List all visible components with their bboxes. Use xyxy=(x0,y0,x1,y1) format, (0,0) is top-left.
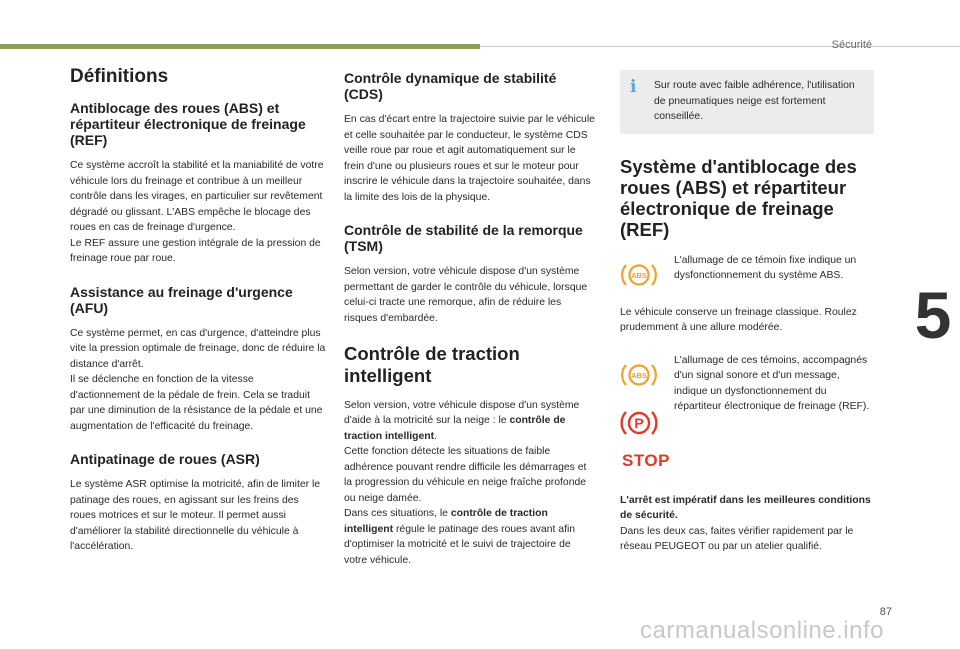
paragraph-cds: En cas d'écart entre la trajectoire suivie par le véhicule et celle souhaitée par le conducteur, le système CDS veille roue par roue et agit automatiquement sur le frein d'une ou plusieurs roues et sur le moteur pour inscrire le véhicule dans la trajectoire souhaitée, dans la limite des lois de la physique. xyxy=(344,114,595,203)
multi-warning-row xyxy=(620,353,874,441)
bold-traction-a: contrôle de traction intelligent xyxy=(344,415,566,442)
abs-warning-row xyxy=(620,253,874,291)
page-title: Définitions xyxy=(70,66,169,87)
heading-cds: Contrôle dynamique de stabilité (CDS) xyxy=(344,70,557,103)
column-abs-system xyxy=(620,62,874,572)
bold-traction-b: contrôle de traction intelligent xyxy=(344,508,548,535)
watermark: carmanualsonline.info xyxy=(640,617,884,644)
paragraph-tsm: Selon version, votre véhicule dispose d'un système permettant de garder le contrôle du véhicule, lorsque celui-ci tracte une remorque, afin de réduire les risques d'embardée. xyxy=(344,266,588,324)
info-text: Sur route avec faible adhérence, l'utilisation de pneumatiques neige est fortement conseillée. xyxy=(654,80,855,122)
stop-bold: L'arrêt est impératif dans les meilleures conditions de sécurité. xyxy=(620,494,871,522)
section-name: Sécurité xyxy=(831,39,872,51)
multi-icon-cell xyxy=(620,353,674,441)
text-abs: Ce système accroît la stabilité et la maniabilité de votre véhicule lors du freinage et contribue à un meilleur contrôle dans les virages, en particulier sur revêtement dégradé ou glissant. L'ABS empêche le blocage des roues en cas de freinage d'urgence. xyxy=(70,160,324,234)
abs-icon-cell xyxy=(620,253,674,291)
brake-icon-label: P xyxy=(634,414,644,431)
stop-icon: STOP xyxy=(622,450,670,470)
paragraph-asr: Le système ASR optimise la motricité, afin de limiter le patinage des roues, en agissant sur les freins des roues motrices et sur le moteur. Il permet aussi d'améliorer la stabilité directionnelle du véhicule à l'accélération. xyxy=(70,479,321,553)
column-stability xyxy=(344,62,596,585)
chapter-number: 5 xyxy=(906,270,960,360)
paragraph-afu xyxy=(70,326,326,435)
info-icon: i xyxy=(630,77,637,97)
abs-icon-label: ABS xyxy=(631,270,647,280)
heading-asr: Antipatinage de roues (ASR) xyxy=(70,451,260,468)
text-traction-c: Cette fonction détecte les situations de faible adhérence pouvant rendre difficile les démarrages et la progression du véhicule en neige fraîche profonde ou neige damée. xyxy=(344,446,587,504)
text-traction-a: Selon version, votre véhicule dispose d'un système d'aide à la motricité sur la neige : le xyxy=(344,399,580,427)
abs-warning-icon-2 xyxy=(620,359,658,391)
header-accent-bar xyxy=(0,44,480,49)
heading-abs-system: Système d'antiblocage des roues (ABS) et répartiteur électronique de freinage (REF) xyxy=(620,155,857,241)
brake-warning-icon xyxy=(620,405,658,441)
abs-warning-icon xyxy=(620,259,658,291)
text-ref: Le REF assure une gestion intégrale de la pression de freinage roue par roue. xyxy=(70,237,321,265)
text-afu-1: Ce système permet, en cas d'urgence, d'atteindre plus vite la pression optimale de freinage, donc de réduire la distance d'arrêt. xyxy=(70,327,326,370)
heading-afu: Assistance au freinage d'urgence (AFU) xyxy=(70,283,293,316)
text-traction-d: Dans ces situations, le xyxy=(344,508,451,520)
text-traction-e: régule le patinage des roues avant afin d'optimiser la motricité et le suivi de trajectoire de votre véhicule. xyxy=(344,523,576,566)
abs-warning-text: L'allumage de ce témoin fixe indique un dysfonctionnement du système ABS. xyxy=(674,254,857,282)
header-rule xyxy=(480,46,960,47)
text-afu-2: Il se déclenche en fonction de la vitesse d'actionnement de la pédale de frein. Cela se traduit par une diminution de la résistance de la pédale et une augmentation de l'efficacité du freinage. xyxy=(70,374,323,432)
abs-icon-label-2: ABS xyxy=(631,370,647,380)
multi-warning-text: L'allumage de ces témoins, accompagnés d'un signal sonore et d'un message, indique un dysfonctionnement du répartiteur électronique de freinage (REF). xyxy=(674,354,870,413)
page-number: 87 xyxy=(879,606,892,618)
paragraph-traction xyxy=(344,398,596,569)
abs-advice-text: Le véhicule conserve un freinage classique. Roulez prudemment à une allure modérée. xyxy=(620,306,857,334)
stop-paragraph xyxy=(620,493,874,555)
heading-tsm: Contrôle de stabilité de la remorque (TSM) xyxy=(344,222,583,255)
info-box xyxy=(620,70,874,134)
column-definitions xyxy=(70,62,326,572)
heading-abs-ref: Antiblocage des roues (ABS) et répartiteur électronique de freinage (REF) xyxy=(70,99,306,149)
paragraph-abs-ref xyxy=(70,158,326,267)
heading-traction: Contrôle de traction intelligent xyxy=(344,343,520,386)
stop-text: Dans les deux cas, faites vérifier rapidement par le réseau PEUGEOT ou par un atelier qualifié. xyxy=(620,525,854,553)
text-traction-b: . xyxy=(434,430,437,442)
